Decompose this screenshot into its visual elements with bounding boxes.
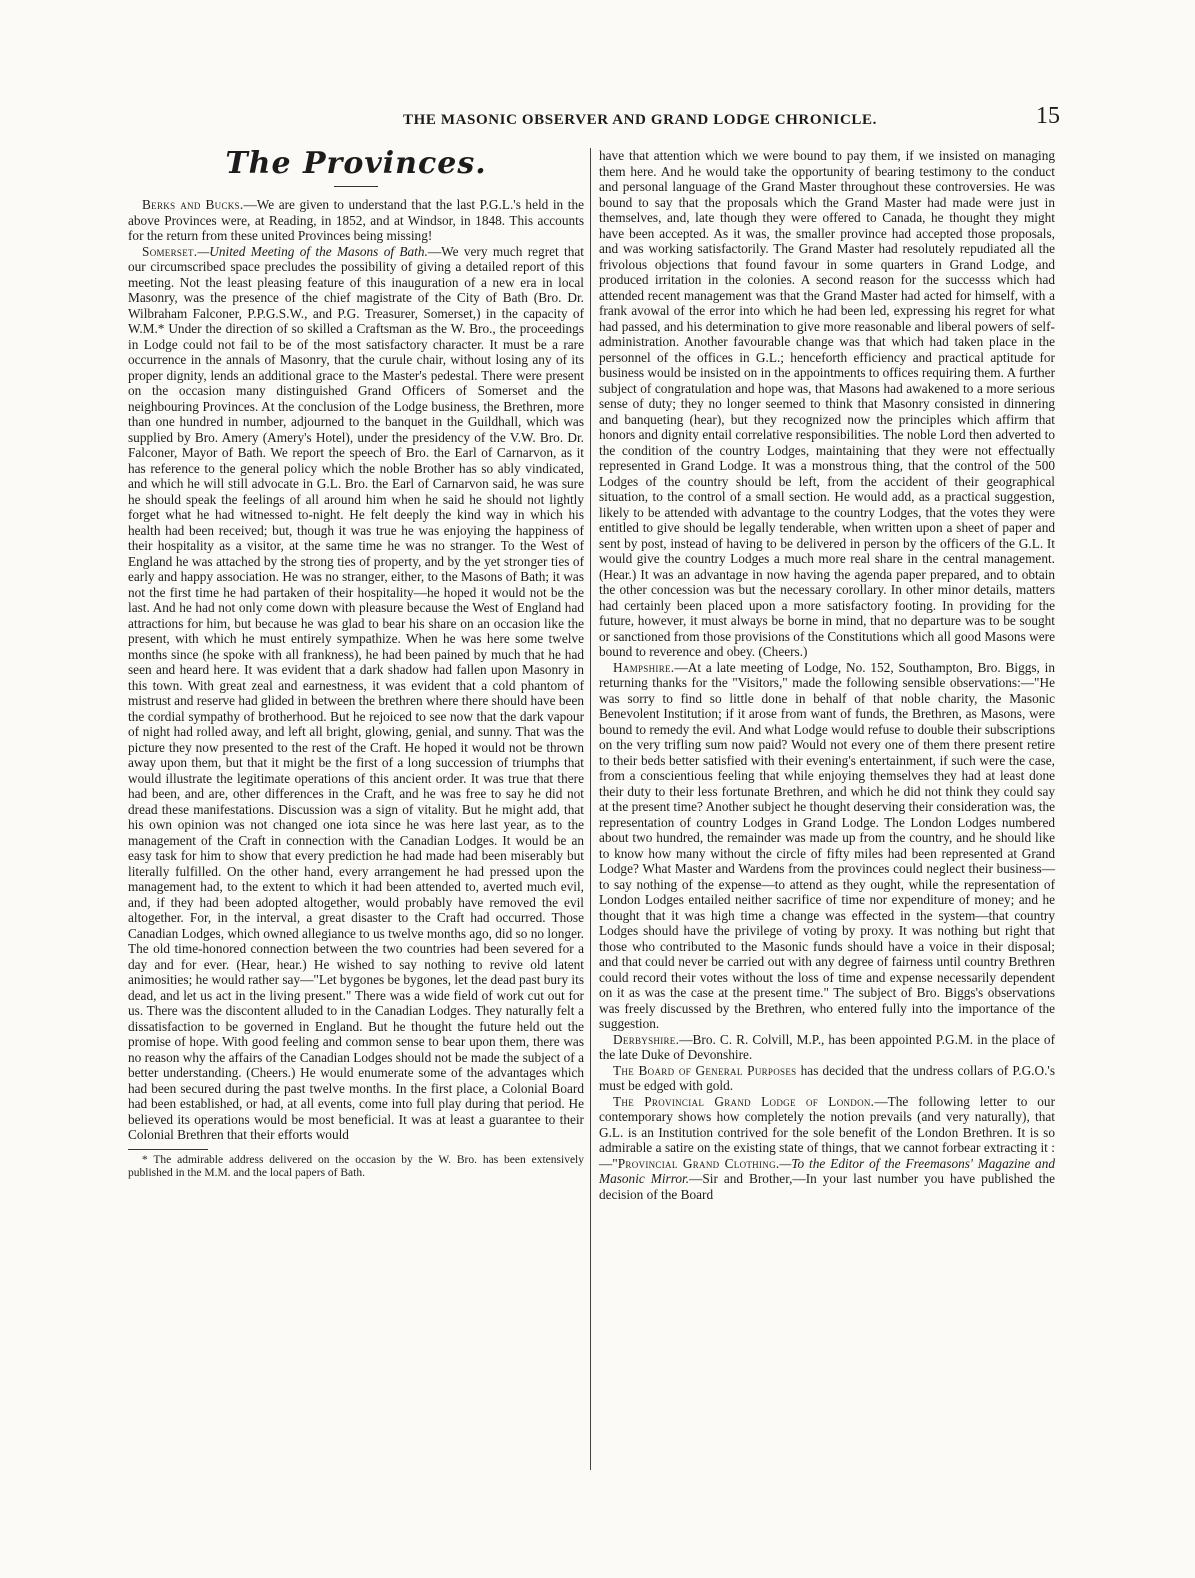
text-derbyshire: —Bro. C. R. Colvill, M.P., has been appointed P.G.M. in the place of the late Duke of Devonshire. [599,1031,1055,1062]
title-rule [334,186,378,187]
paragraph-hampshire [599,660,1055,1032]
paragraph-somerset [128,244,584,1143]
italic-clothing: —To the Editor of the Freemasons' Magazine and Masonic Mirror. [599,1155,1055,1186]
paragraph-derbyshire [599,1032,1055,1063]
paragraph-board [599,1063,1055,1094]
paragraph-continuation: have that attention which we were bound to pay them, if we insisted on managing them here. And he would take the opportunity of bearing testimony to the conduct and personal language of the Grand Master throughout these controversies. He was bound to say that the proposals which the Grand Master had made were just in themselves, and, late though they were offered to Canada, he thought they might have been accepted. As it was, the smaller province had accepted those proposals, and was working satisfactorily. The Grand Master had resolutely repudiated all the frivolous objections that found favour in some quarters in Grand Lodge, and produced irritation in the colonies. A second reason for the successs which had attended recent management was that the Grand Master had acted for himself, with a frank avowal of the error into which he had been led, expressing his regret for what had passed, and his determination to give more reasonable and liberal powers of self-administration. Another favourable change was that which had taken place in the personnel of the offices in G.L.; henceforth efficiency and practical aptitude for business would be insisted on in the appointments to offices requiring them. A further subject of congratulation and hope was, that Masons had awakened to a more serious sense of duty; they no longer seemed to think that Masonry consisted in dinnering and banqueting (hear), but they recognized now the principles which affirm that honors and dignity entail correlative responsibilities. The noble Lord then adverted to the condition of the country Lodges, maintaining that they were not effectually represented in Grand Lodge. It was a monstrous thing, that the control of the 500 Lodges of the country should be left, from the accident of their geographical situation, to the control of a small section. He would add, as a practical suggestion, likely to be attended with advantage to the country Lodges, that the votes they were entitled to give should be legally tenderable, when written upon a sheet of paper and sent by post, instead of having to be delivered in person by the officers of the G.L. It would give the country Lodges a much more real share in the central management. (Hear.) It was an advantage in now having the agenda paper prepared, and to obtain the other concession was but the necessary corollary. In other minor details, matters had certainly been placed upon a more satisfactory footing. In providing for the future, however, it must always be borne in mind, that no departure was to be sought or sanctioned from those provisions of the Constitutions which all good Masons were bound to reverence and obey. (Cheers.) [599,148,1055,659]
text-hampshire: —At a late meeting of Lodge, No. 152, Southampton, Bro. Biggs, in returning thanks for the "Visitors," made the following sensible observations:—"He was sorry to find so little done in behalf of that noble charity, the Masonic Benevolent Institution; if it arose from want of funds, the Brethren, as Masons, were bound to remedy the evil. And what Lodge would refuse to double their subscriptions on the very trifling sum now paid? Would not every one of them there present retire to their beds better satisfied with their evening's entertainment, if such were the case, from a conscientious feeling that while enjoying themselves they had at least done their duty to their less fortunate Brethren, and which he did not think they could say at the present time? Another subject he thought deserving their consideration was, the representation of country Lodges in Grand Lodge. The London Lodges numbered about two hundred, the remainder was made up from the country, and he should like to know how many without the circle of fifty miles had been represented at Grand Lodge? What Master and Wardens from the provinces could neglect their business—to say nothing of the expense—to attend as they ought, while the representation of London Lodges entailed neither sacrifice of time nor expenditure of money; and he thought that it was high time a change was effected in the system—that country Lodges should have the privilege of voting by proxy. It was nothing but right that those who contributed to the Masonic funds should have a voice in their disposal; and that could never be carried out with any degree of fairness until country Brethren could record their votes without the loss of time and expense necessarily dependent on it as was the case at the present time." The subject of Bro. Biggs's observations was freely discussed by the Brethren, who entered fully into the importance of the suggestion. [599,659,1055,1031]
subheading-somerset: —United Meeting of the Masons of Bath. [197,243,428,259]
text-somerset: —We very much regret that our circumscribed space precludes the possibility of giving a detailed report of this meeting. Not the least pleasing feature of this inauguration of a new era in local Masonry, was the presence of the chief magistrate of the City of Bath (Bro. Dr. Wilbraham Falconer, P.P.G.S.W., and P.G. Treasurer, Somerset,) in the capacity of W.M.* Under the direction of so skilled a Craftsman as the W. Bro., the proceedings in Lodge could not fail to be of the most satisfactory character. It must be a rare occurrence in the annals of Masonry, that the curule chair, without losing any of its proper dignity, lends an additional grace to the Master's pedestal. There were present on the occasion many distinguished Grand Officers of Somerset and the neighbouring Provinces. At the conclusion of the Lodge business, the Brethren, more than one hundred in number, adjourned to the banquet in the Guildhall, which was supplied by Bro. Amery (Amery's Hotel), under the presidency of the V.W. Bro. Dr. Falconer, Mayor of Bath. We report the speech of Bro. the Earl of Carnarvon, as it has reference to the general policy which the noble Brother has so ably vindicated, and which he will still advocate in G.L. Bro. the Earl of Carnarvon said, he was sure he should speak the feelings of all around him when he said he should not lightly forget what he had witnessed to-night. He felt deeply the kind way in which his health had been received; but, though it was true he was enjoying the happiness of their hospitality as a visitor, at the same time he was no stranger. To the West of England he was attached by the strong ties of property, and by the yet stronger ties of early and happy association. He was no stranger, either, to the Masons of Bath; it was not the first time he had partaken of their hospitality—he hoped it would not be the last. And he had not only come down with pleasure because the West of England had attractions for him, but because he was glad to bear his share on an occasion like the present, with which he must entirely sympathize. When he was here some twelve months since (he spoke with all frankness), he had been pained by much that he had seen and heard here. It was evident that a dark shadow had fallen upon Masonry in this town. With great zeal and earnestness, it was evident that a cold phantom of mistrust and reserve had glided in between the brethren where there should have been the cordial sympathy of brotherhood. But he rejoiced to see now that the dark vapour of night had rolled away, and left all bright, glowing, genial, and sunny. That was the picture they now presented to the rest of the Craft. He hoped it would not be thrown away upon them, but that it might be the first of a long succession of triumphs that would illustrate the legitimate operations of this ancient order. It was true that there had been, and are, other differences in the Craft, and he was free to say he did not dread these manifestations. Discussion was a sign of vitality. But he might add, that his own opinion was not changed one iota since he was here last year, as to the management of the Craft in connection with the Canadian Lodges. It would be an easy task for him to show that every prediction he had made had been miserably but literally fulfilled. On the other hand, every arrangement he had pressed upon the management had, to the extent to which it had been attended to, averted much evil, and, if they had been adopted altogether, would probably have removed the evil altogether. For, in the interval, a great disaster to the Craft had occurred. Those Canadian Lodges, which owned allegiance to us twelve months ago, did so no longer. The old time-honored connection between the two countries had been severed for a day and for ever. (Hear, hear.) He wished to say nothing to revive old latent animosities; he would rather say—"Let bygones be bygones, let the dead past bury its dead, and let us act in the living present." There was a wide field of work cut out for us. There was the discontent alluded to in the Canadian Lodges. They naturally felt a dissatisfaction to be governed in England. But he thought the future held out the promise of hope. With good feeling and common sense to bear upon them, there was no reason why the affairs of the Canadian Lodges should not be made the subject of a better understanding. (Cheers.) He would enumerate some of the advantages which had been secured during the past twelve months. In the first place, a Colonial Board had been established, or had, at all events, come into full play during that period. He believed its operations would be most beneficial. It was at least a guarantee to their Colonial Brethren that their efforts would [128,243,584,1142]
text-berks-bucks: —We are given to understand that the last P.G.L.'s held in the above Provinces were, at Reading, in 1852, and at Windsor, in 1848. This accounts for the return from these united Provinces being missing! [128,197,584,243]
heading-hampshire: Hampshire. [613,659,675,675]
running-title: THE MASONIC OBSERVER AND GRAND LODGE CHRONICLE. [403,112,877,128]
text-clothing: —Sir and Brother,—In your last number you have published the decision of the Board [599,1171,1055,1202]
column-divider [590,148,591,1470]
heading-somerset: Somerset. [142,243,198,259]
text-board: has decided that the undress collars of P.G.O.'s must be edged with gold. [599,1062,1055,1093]
right-column [599,148,1055,1202]
paragraph-berks-bucks [128,197,584,244]
left-column [128,146,584,1180]
heading-london: The Provincial Grand Lodge of London. [613,1093,875,1109]
page-number: 15 [1036,103,1060,129]
text-london: —The following letter to our contemporary shows how completely the notion prevails (and very naturally), that G.L. is an Institution contrived for the sole benefit of the London Brethren. It is so admirable a satire on the existing state of things, that we cannot forbear extracting it :—" [599,1093,1055,1171]
heading-derbyshire: Derbyshire. [613,1031,680,1047]
heading-clothing: Provincial Grand Clothing. [617,1155,780,1171]
heading-board: The Board of General Purposes [613,1062,797,1078]
section-title: The Provinces. [225,146,487,181]
footnote-rule [128,1149,208,1150]
heading-berks-bucks: Berks and Bucks. [142,197,244,212]
paragraph-london [599,1094,1055,1203]
footnote: * The admirable address delivered on the occasion by the W. Bro. has been extensively published in the M.M. and the local papers of Bath. [128,1153,584,1179]
